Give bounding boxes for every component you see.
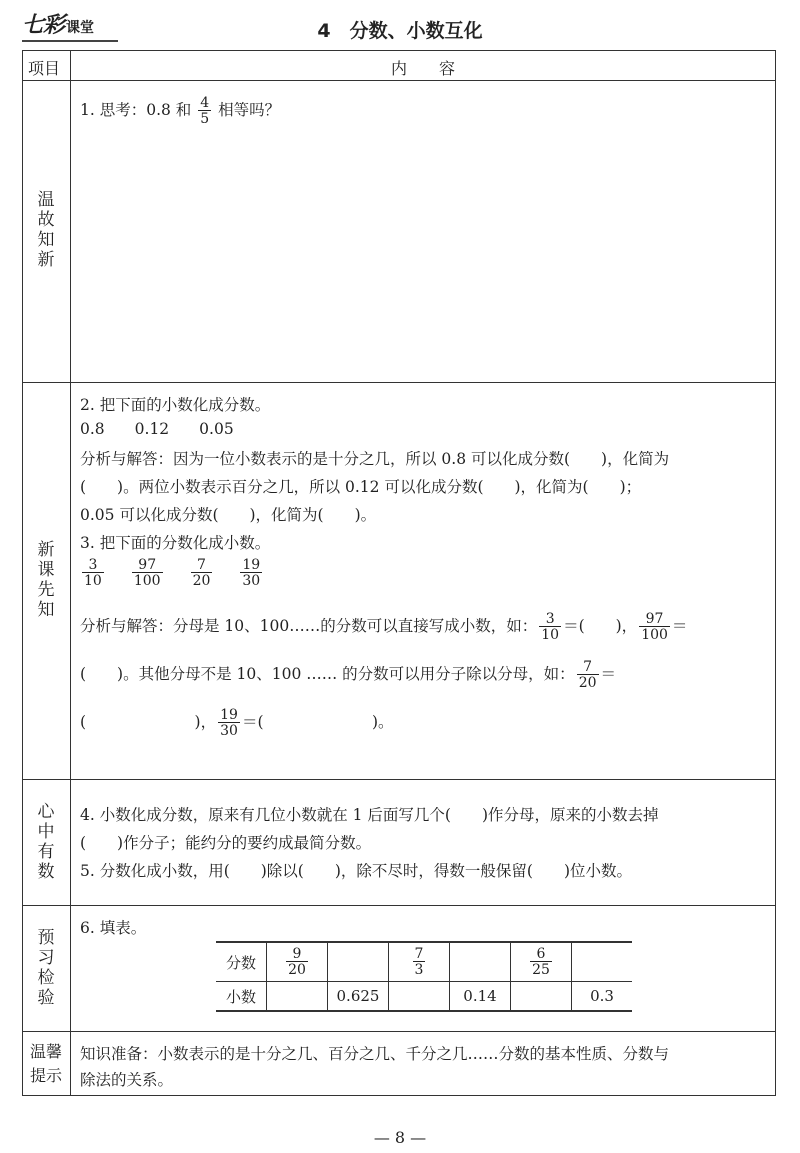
- row-divider: [22, 905, 776, 906]
- decimal-cell-blank[interactable]: [267, 982, 328, 1012]
- question-2-title: 2. 把下面的小数化成分数。: [80, 396, 271, 414]
- column-divider: [70, 50, 71, 1096]
- question-3-title: 3. 把下面的分数化成小数。: [80, 534, 271, 552]
- row-divider: [22, 779, 776, 780]
- logo-mark: 七彩: [22, 12, 65, 38]
- question-1: 1. 思考：0.8 和 $\frac{4}{5}$ 相等吗？: [80, 95, 281, 127]
- row-divider: [22, 1031, 776, 1032]
- fraction-cell: $\frac{9}{20}$: [267, 942, 328, 982]
- question-6-title: 6. 填表。: [80, 919, 147, 937]
- decimal-cell: 0.14: [450, 982, 511, 1012]
- decimal-cell-blank[interactable]: [389, 982, 450, 1012]
- question-5: 5. 分数化成小数，用( )除以( )，除不尽时，得数一般保留( )位小数。: [80, 862, 633, 880]
- row-divider: [22, 80, 776, 81]
- question-2-analysis-line1: 分析与解答：因为一位小数表示的是十分之几，所以 0.8 可以化成分数( )，化简为: [80, 450, 670, 468]
- section-label-summary: 心 中 有 数: [37, 802, 55, 882]
- section-label-tips: 温馨 提示: [29, 1042, 62, 1085]
- page-number: — 8 —: [373, 1128, 427, 1147]
- row-label: 小数: [216, 982, 267, 1012]
- fraction-cell: $\frac{6}{25}$: [511, 942, 572, 982]
- page-title: 4 分数、小数互化: [317, 20, 483, 42]
- question-2-analysis-line3: 0.05 可以化成分数( )，化简为( )。: [80, 506, 377, 524]
- decimal-cell: 0.3: [572, 982, 633, 1012]
- question-3-analysis-line2: ( )。其他分母不是 10、100 …… 的分数可以用分子除以分母，如： $\frac{7}{20}$ ＝: [80, 659, 617, 691]
- question-4-line1: 4. 小数化成分数，原来有几位小数就在 1 后面写几个( )作分母，原来的小数去掉: [80, 806, 659, 824]
- section-label-new-lesson: 新 课 先 知: [37, 540, 55, 620]
- fraction-cell-blank[interactable]: [450, 942, 511, 982]
- fill-table: [216, 941, 632, 1012]
- question-3-analysis-line3: ( )， $\frac{19}{30}$ ＝( )。: [80, 707, 394, 739]
- tips-line2: 除法的关系。: [80, 1071, 174, 1089]
- decimal-cell: 0.625: [328, 982, 389, 1012]
- question-3-fractions: $\frac{3}{10}$ $\frac{97}{100}$ $\frac{7}{20}$ $\frac{19}{30}$: [84, 557, 261, 589]
- decimal-row: [216, 982, 632, 1012]
- header-content: 内 容: [390, 59, 455, 78]
- tips-line1: 知识准备：小数表示的是十分之几、百分之几、千分之几……分数的基本性质、分数与: [80, 1045, 670, 1063]
- fraction-cell-blank[interactable]: [572, 942, 633, 982]
- fraction: $\frac{4}{5}$: [200, 95, 210, 127]
- question-3-analysis-line1: 分析与解答：分母是 10、100……的分数可以直接写成小数，如： $\frac{3}{10}$ ＝( )， $\frac{97}{100}$ ＝: [80, 611, 688, 643]
- question-2-values: 0.8 0.12 0.05: [80, 420, 234, 438]
- row-label: 分数: [216, 942, 267, 982]
- section-label-preview: 预 习 检 验: [37, 928, 55, 1008]
- question-4-line2: ( )作分子；能约分的要约成最简分数。: [80, 834, 372, 852]
- decimal-cell-blank[interactable]: [511, 982, 572, 1012]
- fraction-row: [216, 942, 632, 982]
- fraction-cell: $\frac{7}{3}$: [389, 942, 450, 982]
- question-2-analysis-line2: ( )。两位小数表示百分之几，所以 0.12 可以化成分数( )，化简为( )；: [80, 478, 642, 496]
- logo-sub: 课堂: [66, 20, 95, 36]
- header-item: 项目: [28, 59, 61, 78]
- section-label-review: 温 故 知 新: [37, 190, 55, 270]
- fraction-cell-blank[interactable]: [328, 942, 389, 982]
- row-divider: [22, 382, 776, 383]
